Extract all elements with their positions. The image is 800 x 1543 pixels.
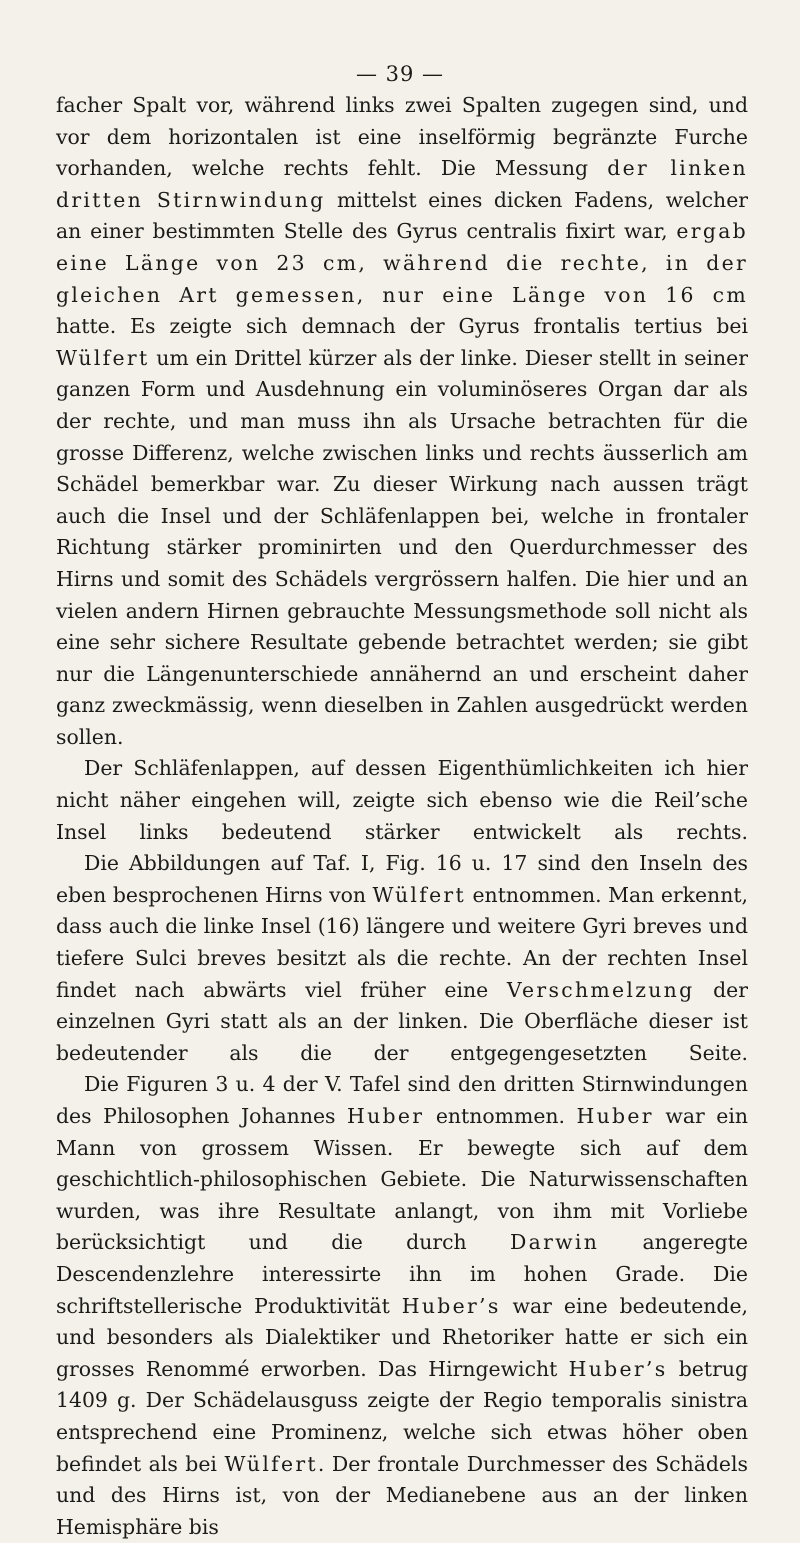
text-run: Der Schläfenlappen, auf dessen Eigenthümlichkeiten ich hier nicht näher eingehen will, zeigte sich ebenso wie die Reil’sche Insel links bedeutend stärker entwickelt als rechts. (56, 756, 748, 844)
text-run: um ein Drittel kürzer als der linke. Dieser stellt in seiner ganzen Form und Ausdehnung ein voluminöseres Organ dar als der rechte, und man muss ihn als Ursache betrachten für die grosse Differenz, welche zwischen links und rechts äusserlich am Schädel bemerkbar war. Zu dieser Wirkung nach aussen trägt auch die Insel und der Schläfenlappen bei, welche in frontaler Richtung stärker prominirten und den Querdurchmesser des Hirns und somit des Schädels vergrössern halfen. Die hier und an vielen andern Hirnen gebrauchte Messungsmethode soll nicht als eine sehr sichere Resultate gebende betrachtet werden; sie gibt nur die Längenunterschiede annähernd an und erscheint daher ganz zweckmässig, wenn dieselben in Zahlen ausgedrückt werden sollen. (56, 345, 748, 749)
spaced-emphasis-text: Verschmelzung (506, 977, 695, 1002)
text-run: entnommen. (424, 1104, 577, 1128)
spaced-emphasis-text: Huber (347, 1104, 425, 1128)
text-run: facher Spalt vor, während links zwei Spalten zugegen sind, und vor dem horizontalen ist eine inselförmig begränzte Furche vorhanden, welche rechts fehlt. Die Messung (56, 93, 748, 181)
spaced-emphasis-text: der linken dritten Stirnwindung (56, 156, 748, 212)
text-run: Die Abbildungen auf Taf. I, Fig. 16 u. 17 sind den Inseln des eben besprochenen Hirns von (56, 851, 748, 907)
spaced-emphasis-text: Huber (576, 1104, 654, 1128)
text-run: hatte. Es zeigte sich demnach der Gyrus frontalis tertius bei (56, 314, 748, 339)
paragraph (56, 753, 748, 848)
page-number: — 39 — (355, 62, 445, 86)
text-run: der einzelnen Gyri statt als an der linken. Die Oberfläche dieser ist bedeutender als die der entgegengesetzten Seite. (56, 977, 748, 1065)
spaced-emphasis-text: Wülfert (372, 882, 466, 907)
text-run: entnommen. Man erkennt, dass auch die linke Insel (16) längere und weitere Gyri breves und tiefere Sulci breves besitzt als die rechte. An der rechten Insel findet nach abwärts viel früher eine (56, 882, 748, 1002)
text-run: . Der frontale Durchmesser des Schädels und des Hirns ist, von der Medianebene aus an der linken Hemisphäre bis (56, 1451, 748, 1539)
spaced-emphasis-text: Wülfert (56, 345, 150, 370)
paragraph (56, 90, 748, 753)
spaced-emphasis-text: Huber’s (401, 1293, 501, 1318)
spaced-emphasis-text: Huber’s (568, 1356, 668, 1381)
body-text (56, 90, 748, 1543)
paragraph (56, 848, 748, 1069)
text-run: betrug 1409 g. Der Schädelausguss zeigte der Regio temporalis sinistra entsprechend eine Prominenz, welche sich etwas höher oben befindet als bei (56, 1356, 748, 1476)
paragraph (56, 1069, 748, 1543)
text-run: war ein Mann von grossem Wissen. Er bewegte sich auf dem geschichtlich-philosophischen Gebiete. Die Naturwissenschaften wurden, was ihre Resultate anlangt, von ihm mit Vorliebe berücksichtigt und die durch (56, 1104, 748, 1255)
text-run: Die Figuren 3 u. 4 der V. Tafel sind den dritten Stirnwindungen des Philosophen Johannes (56, 1072, 748, 1128)
spaced-emphasis-text: Darwin (509, 1230, 600, 1255)
text-run: war eine bedeutende, und besonders als Dialektiker und Rhetoriker hatte er sich ein grosses Renommé erworben. Das Hirngewicht (56, 1293, 748, 1381)
text-run: mittelst eines dicken Fadens, welcher an einer bestimmten Stelle des Gyrus centralis fixirt war, (56, 187, 749, 244)
spaced-emphasis-text: ergab eine Länge von 23 cm, während die rechte, in der gleichen Art gemessen, nur eine Länge von 16 cm (56, 219, 748, 307)
text-run: angeregte Descendenzlehre interessirte ihn im hohen Grade. Die schriftstellerische Produktivität (56, 1230, 748, 1318)
spaced-emphasis-text: Wülfert (224, 1451, 318, 1476)
